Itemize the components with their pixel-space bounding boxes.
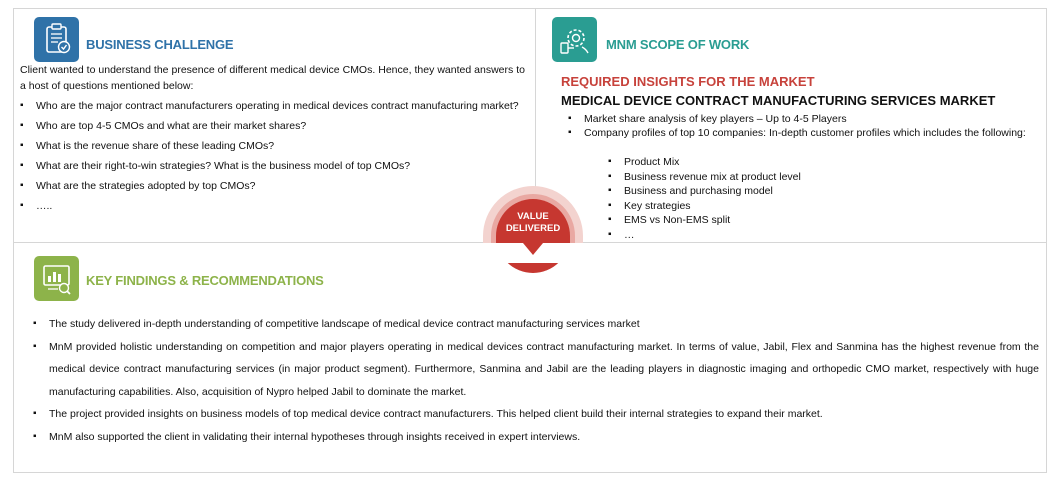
- scope-gear-icon: [552, 17, 597, 62]
- list-item: ▪ What are the strategies adopted by top CMOs?: [20, 178, 525, 194]
- list-item: ▪ Who are the major contract manufacturers operating in medical devices contract manufacturing market?: [20, 98, 525, 114]
- required-insights-heading: REQUIRED INSIGHTS FOR THE MARKET: [561, 74, 815, 89]
- badge-line-2: DELIVERED: [505, 223, 561, 234]
- list-item: ▪ What is the revenue share of these leading CMOs?: [20, 138, 525, 154]
- scope-of-work-title: MNM SCOPE OF WORK: [606, 37, 750, 52]
- key-findings-title: KEY FINDINGS & RECOMMENDATIONS: [86, 273, 324, 288]
- badge-line-1: VALUE: [517, 211, 549, 222]
- list-item: ▪ EMS vs Non-EMS split: [608, 213, 908, 228]
- business-challenge-title: BUSINESS CHALLENGE: [86, 37, 234, 52]
- clipboard-check-icon: [34, 17, 79, 62]
- list-item: ▪ Market share analysis of key players – Up to 4-5 Players: [568, 112, 1028, 126]
- list-item: ▪ MnM also supported the client in validating their internal hypotheses through insights received in expert interviews.: [33, 426, 1039, 449]
- list-item: ▪ The study delivered in-depth understanding of competitive landscape of medical device contract manufacturing services market: [33, 313, 1039, 336]
- list-item: ▪ Key strategies: [608, 199, 908, 214]
- scope-sub-items: [608, 155, 908, 242]
- key-findings-list: [33, 313, 1039, 448]
- scope-items: [568, 112, 1028, 140]
- list-item: ▪ MnM provided holistic understanding on competition and major players operating in medical devices contract manufacturing market. In terms of value, Jabil, Flex and Sanmina has the highest revenue from the medical device contract manufacturing services (in major product segment). Furthermore, Sanmina and Jabil are the leading players in diagnostic imaging and orthopedic CMO market, respectively with huge manufacturing capabilities. Also, acquisition of Nypro helped Jabil to dominate the market.: [33, 336, 1039, 404]
- business-challenge-questions: [20, 98, 525, 218]
- badge-pointer: [523, 243, 543, 255]
- list-item: ▪ Product Mix: [608, 155, 908, 170]
- list-item: ▪ Who are top 4-5 CMOs and what are their market shares?: [20, 118, 525, 134]
- list-item: ▪ What are their right-to-win strategies? What is the business model of top CMOs?: [20, 158, 525, 174]
- list-item: ▪ Business revenue mix at product level: [608, 170, 908, 185]
- list-item: ▪ Company profiles of top 10 companies: In-depth customer profiles which includes the following:: [568, 126, 1028, 140]
- list-item: ▪ …: [608, 228, 908, 243]
- report-chart-icon: [34, 256, 79, 301]
- business-challenge-intro: Client wanted to understand the presence of different medical device CMOs. Hence, they wanted answers to a host of questions mentioned below:: [20, 64, 525, 92]
- badge-base: [496, 236, 570, 243]
- list-item: ▪ …..: [20, 198, 525, 214]
- list-item: ▪ Business and purchasing model: [608, 184, 908, 199]
- value-delivered-label: [496, 211, 570, 235]
- list-item: ▪ The project provided insights on business models of top medical device contract manufacturers. This helped client build their internal strategies to expand their market.: [33, 403, 1039, 426]
- market-heading: MEDICAL DEVICE CONTRACT MANUFACTURING SERVICES MARKET: [561, 93, 996, 108]
